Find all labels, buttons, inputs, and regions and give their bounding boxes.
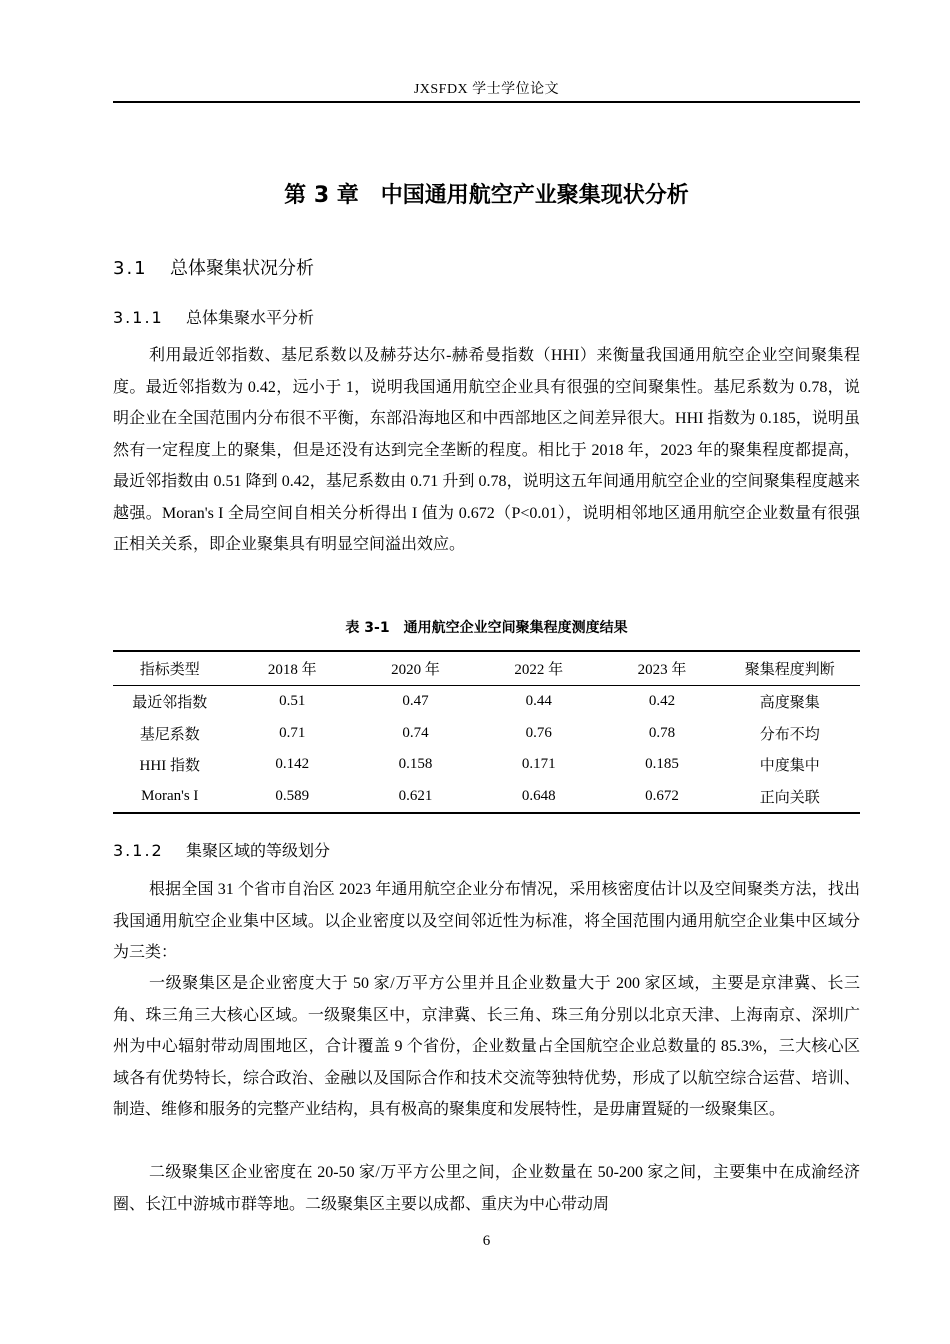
table-cell: 0.76 [525, 724, 552, 741]
body-paragraph-1: 利用最近邻指数、基尼系数以及赫芬达尔-赫希曼指数（HHI）来衡量我国通用航空企业空间聚集程度。最近邻指数为 0.42，远小于 1，说明我国通用航空企业具有很强的空间聚集性。基尼系数为 0.78，说明企业在全国范围内分布很不平衡，东部沿海地区和中西部地区之间差异很大。HHI 指数为 0.185，说明虽然有一定程度上的聚集，但是还没有达到完全垄断的程度。相比于 2018 年，2023 年的聚集程度都提高，最近邻指数由 0.51 降到 0.42，基尼系数由 0.71 升到 0.78，说明这五年间通用航空企业的空间聚集程度越来越强。Moran's I 全局空间自相关分析得出 I 值为 0.672（P<0.01），说明相邻地区通用航空企业数量有很强正相关关系，即企业聚集具有明显空间溢出效应。 [113, 347, 860, 553]
table-cell: 最近邻指数 [132, 695, 208, 712]
subsection-heading-3-1-1 [113, 305, 314, 328]
table-cell: 0.672 [645, 787, 679, 804]
body-paragraph-2: 根据全国 31 个省市自治区 2023 年通用航空企业分布情况，采用核密度估计以及空间聚类方法，找出我国通用航空企业集中区域。以企业密度以及空间邻近性为标准，将全国范围内通用航空企业集中区域分为三类： [113, 881, 860, 961]
table-header-cell: 聚集程度判断 [720, 651, 860, 686]
header-rule [113, 101, 860, 103]
table-header-cell: 2023 年 [605, 651, 720, 686]
table-cell: 0.171 [521, 756, 556, 773]
subsection-number: 3.1.2 [113, 841, 164, 860]
section-heading-3-1 [113, 254, 314, 280]
table-cell: 0.621 [398, 787, 433, 804]
running-header: JXSFDX 学士学位论文 [413, 82, 560, 97]
table-cell: 正向关联 [759, 789, 820, 806]
table-cell: 0.74 [402, 724, 429, 741]
table-header-cell: 指标类型 [113, 651, 227, 686]
section-number: 3.1 [113, 258, 148, 279]
subsection-heading-3-1-2 [113, 838, 330, 861]
table-cell: 0.142 [275, 756, 310, 773]
table-cell: 0.185 [645, 756, 679, 773]
table-cell: 0.158 [398, 756, 433, 773]
table-cell: 分布不均 [759, 726, 820, 743]
table-cell: 0.648 [521, 787, 556, 804]
table-cell: 中度集中 [759, 758, 820, 775]
section-title: 总体聚集状况分析 [170, 258, 314, 279]
subsection-number: 3.1.1 [113, 308, 164, 327]
table-cell: 0.589 [275, 787, 310, 804]
table-cell: 高度聚集 [759, 695, 820, 712]
table-row [113, 686, 860, 718]
subsection-title: 集聚区域的等级划分 [186, 841, 331, 860]
table-caption-number: 表 3-1 [345, 620, 390, 636]
body-paragraph-4: 二级聚集区企业密度在 20-50 家/万平方公里之间，企业数量在 50-200 家之间，主要集中在成渝经济圈、长江中游城市群等地。二级聚集区主要以成都、重庆为中心带动周 [113, 1164, 860, 1213]
table-cell: 0.51 [279, 693, 306, 710]
table-cell: 0.71 [279, 724, 306, 741]
table-cell: 0.42 [648, 693, 676, 710]
table-cell: 0.78 [648, 724, 676, 741]
table-header-cell: 2022 年 [473, 651, 604, 686]
body-paragraph-3: 一级聚集区是企业密度大于 50 家/万平方公里并且企业数量大于 200 家区域，主要是京津冀、长三角、珠三角三大核心区域。一级聚集区中，京津冀、长三角、珠三角分别以北京天津、上海南京、深圳广州为中心辐射带动周围地区，合计覆盖 9 个省份，企业数量占全国航空企业总数量的 85.3%，三大核心区域各有优势特长，综合政治、金融以及国际合作和技术交流等独特优势，形成了以航空综合运营、培训、制造、维修和服务的完整产业结构，具有极高的聚集度和发展特性，是毋庸置疑的一级聚集区。 [113, 975, 860, 1118]
chapter-title: 第 3 章 中国通用航空产业聚集现状分析 [284, 183, 689, 208]
table-cell: HHI 指数 [139, 758, 200, 775]
table-header-cell: 2018 年 [227, 651, 358, 686]
table-caption [113, 617, 860, 637]
table-header-row [113, 651, 860, 686]
results-table [113, 650, 860, 814]
table-cell: 基尼系数 [139, 726, 200, 743]
table-row [113, 781, 860, 814]
table-row [113, 749, 860, 781]
subsection-title: 总体集聚水平分析 [186, 308, 315, 327]
table-cell: Moran's I [141, 787, 199, 804]
table-header-cell: 2020 年 [358, 651, 473, 686]
table-caption-title: 通用航空企业空间聚集程度测度结果 [403, 620, 628, 636]
table-cell: 0.44 [525, 693, 552, 710]
page-number: 6 [482, 1233, 491, 1249]
table-row [113, 718, 860, 750]
table-cell: 0.47 [402, 693, 429, 710]
